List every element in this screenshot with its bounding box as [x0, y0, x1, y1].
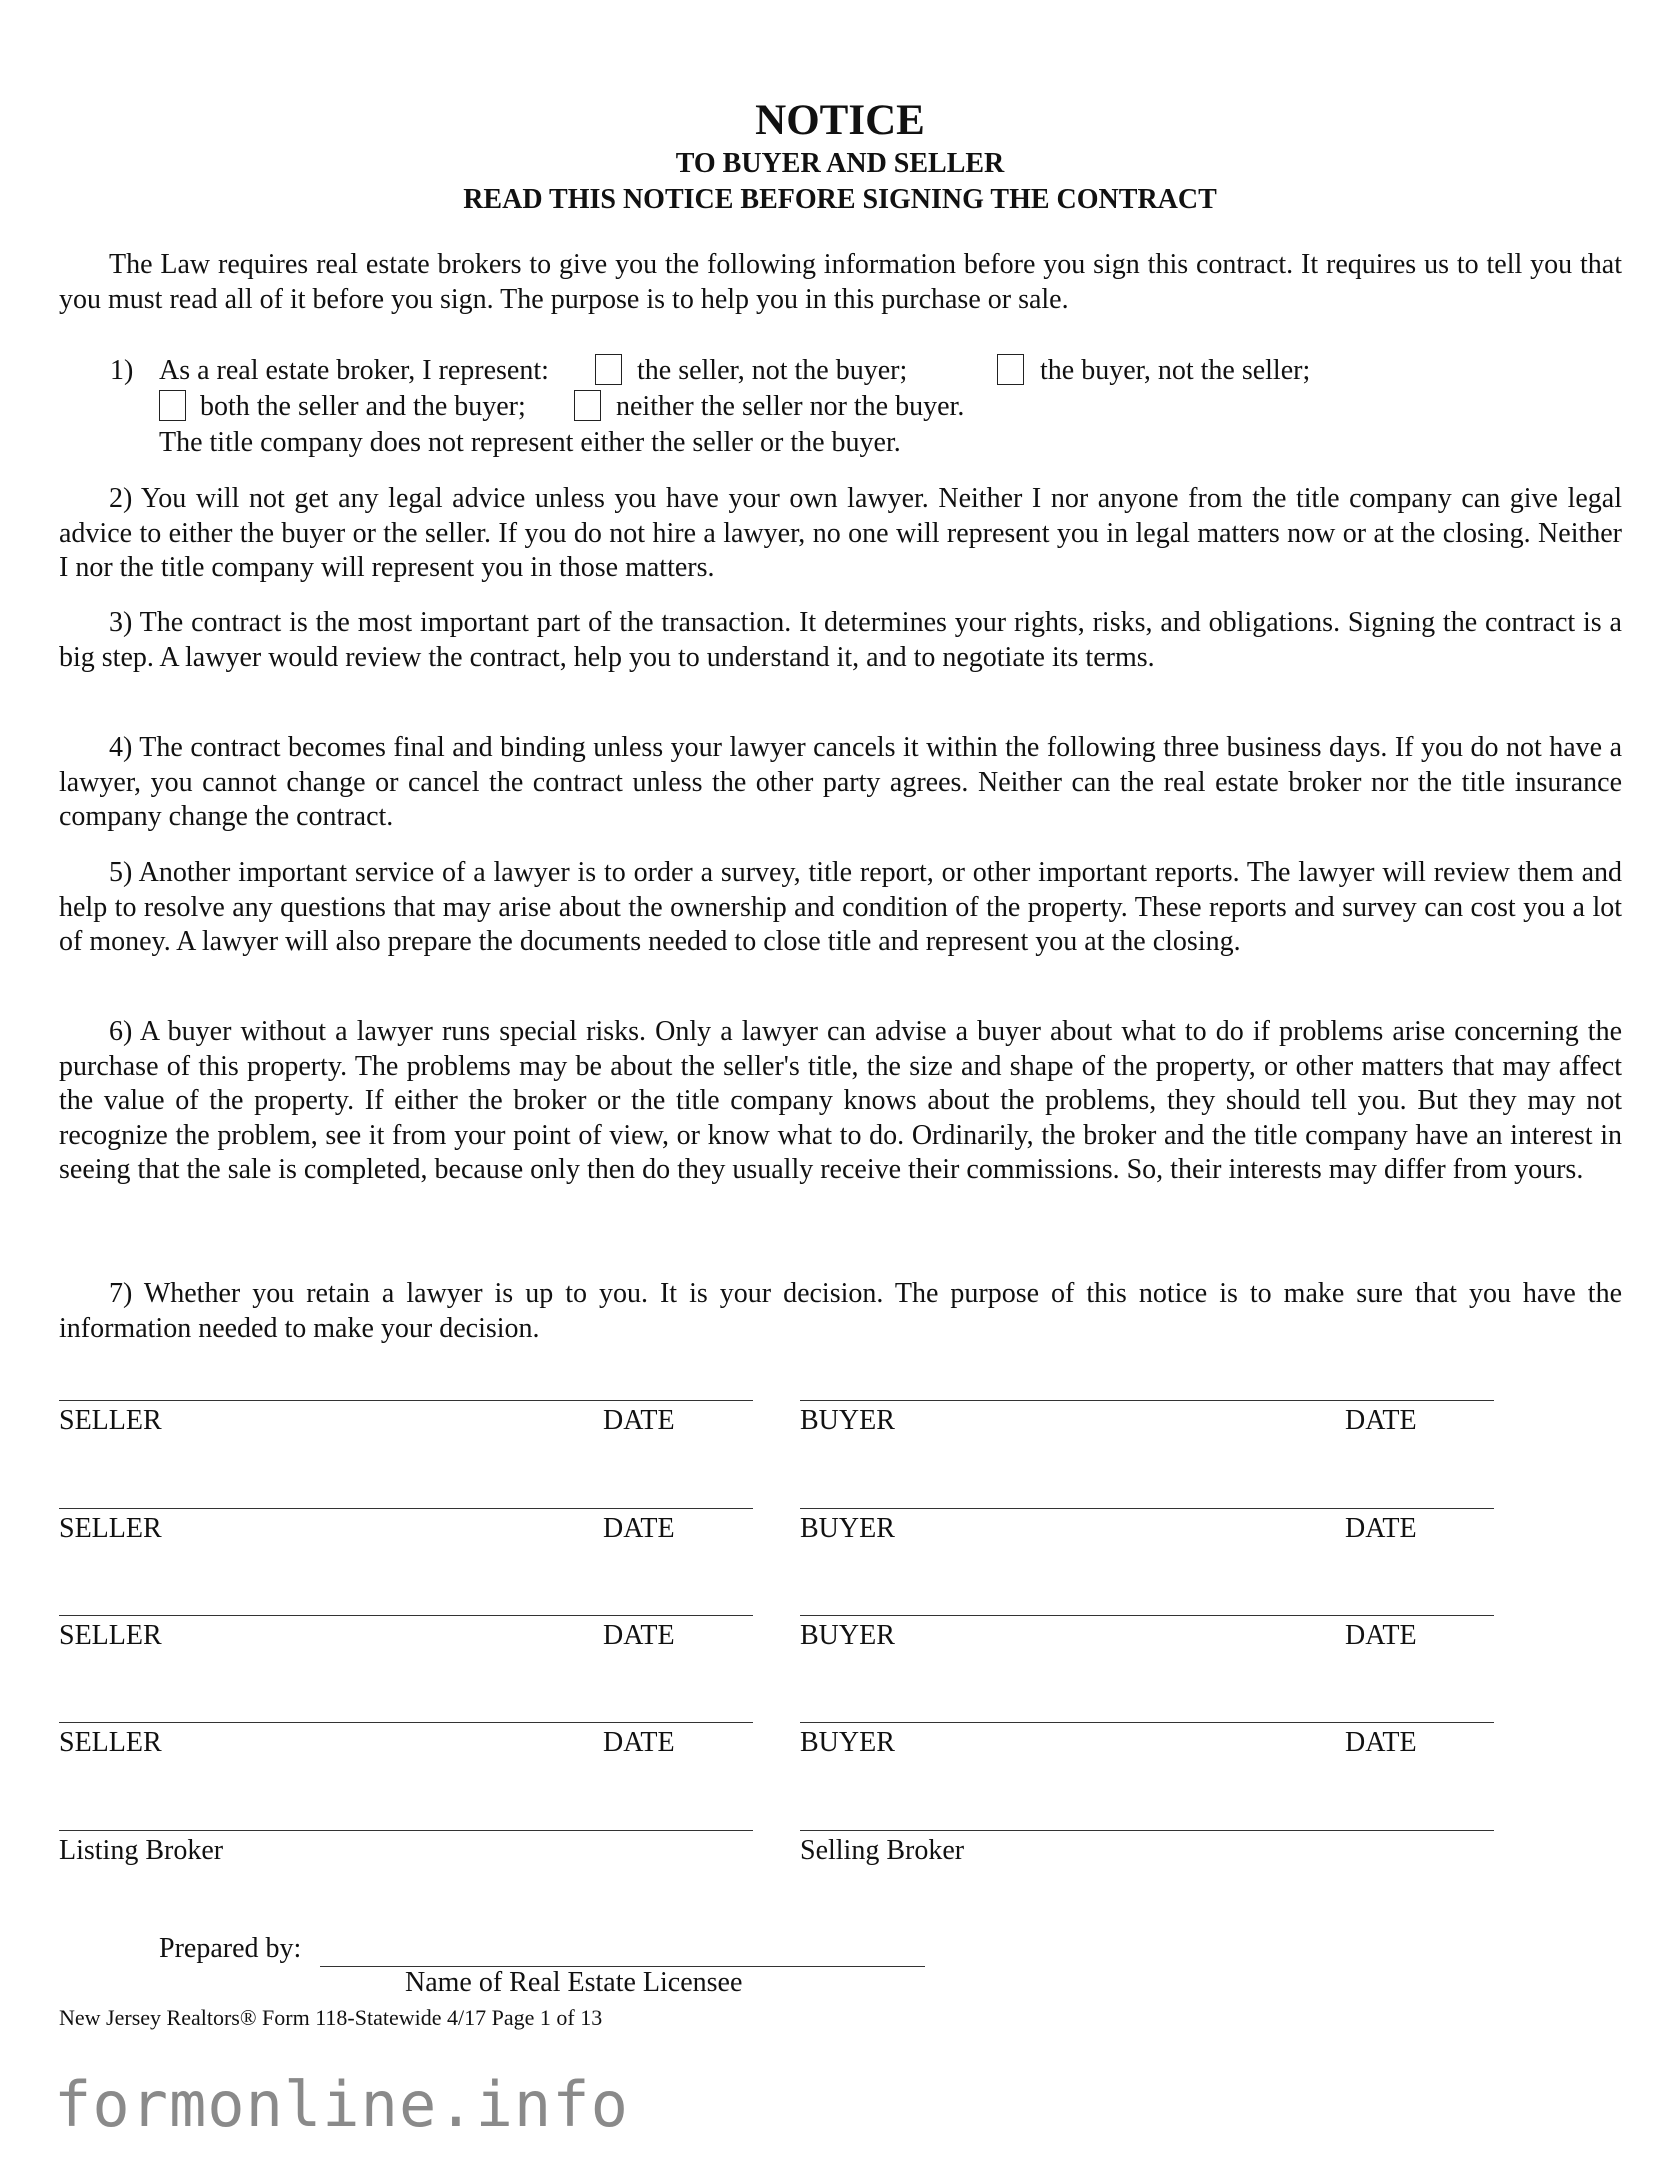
paragraph-6: 6) A buyer without a lawyer runs special risks. Only a lawyer can advise a buyer about what to do if problems arise concerning the purchase of this property. The problems may be about the seller's title, the size and shape of the property, or other matters that may affect the value of the property. If either the broker or the title company knows about the problems, they should tell you. But they may not recognize the problem, see it from your point of view, or know what to do. Ordinarily, the broker and the title company have an interest in seeing that the sale is completed, because only then do they usually receive their commissions. So, their interests may differ from yours. [59, 1016, 1622, 1185]
checkbox-neither-seller-buyer[interactable] [574, 390, 601, 421]
buyer-label: BUYER [800, 1405, 895, 1436]
seller-label: SELLER [59, 1405, 162, 1436]
seller-label: SELLER [59, 1513, 162, 1544]
paragraph-4: 4) The contract becomes final and binding unless your lawyer cancels it within the following three business days. If you do not have a lawyer, you cannot change or cancel the contract unless the other party agrees. Neither can the real estate broker nor the title insurance company change the contract. [59, 732, 1622, 832]
seller-date-label: DATE [603, 1405, 675, 1436]
page-subtitle: TO BUYER AND SELLER [675, 148, 1005, 179]
paragraph-7: 7) Whether you retain a lawyer is up to you. It is your decision. The purpose of this notice is to make sure that you have the information needed to make your decision. [59, 1278, 1622, 1344]
buyer-date-label: DATE [1345, 1620, 1417, 1651]
listing-broker-label: Listing Broker [59, 1835, 224, 1866]
item1-number: 1) [110, 355, 134, 386]
paragraph-2: 2) You will not get any legal advice unless you have your own lawyer. Neither I nor anyone from the title company can give legal advice to either the buyer or the seller. If you do not hire a lawyer, no one will represent you in legal matters now or at the closing. Neither I nor the title company will represent you in those matters. [59, 483, 1622, 583]
buyer-signature-line[interactable] [800, 1615, 1494, 1616]
option-neither-seller-buyer: neither the seller nor the buyer. [616, 391, 965, 422]
buyer-date-label: DATE [1345, 1727, 1417, 1758]
buyer-label: BUYER [800, 1513, 895, 1544]
buyer-label: BUYER [800, 1727, 895, 1758]
option-buyer-not-seller: the buyer, not the seller; [1040, 355, 1311, 386]
paragraph-5: 5) Another important service of a lawyer is to order a survey, title report, or other important reports. The lawyer will review them and help to resolve any questions that may arise about the ownership and condition of the property. These reports and survey can cost you a lot of money. A lawyer will also prepare the documents needed to close title and represent you at the closing. [59, 857, 1622, 957]
seller-signature-line[interactable] [59, 1400, 753, 1401]
paragraph-3: 3) The contract is the most important part of the transaction. It determines your rights, risks, and obligations. Signing the contract is a big step. A lawyer would review the contract, help you to understand it, and to negotiate its terms. [59, 607, 1622, 673]
buyer-signature-line[interactable] [800, 1400, 1494, 1401]
seller-label: SELLER [59, 1620, 162, 1651]
watermark: formonline.info [54, 2068, 629, 2141]
buyer-signature-line[interactable] [800, 1722, 1494, 1723]
seller-date-label: DATE [603, 1513, 675, 1544]
page-subtitle-warning: READ THIS NOTICE BEFORE SIGNING THE CONTRACT [463, 184, 1217, 215]
selling-broker-line[interactable] [800, 1830, 1494, 1831]
option-seller-not-buyer: the seller, not the buyer; [637, 355, 908, 386]
title-company-note: The title company does not represent either the seller or the buyer. [159, 427, 901, 458]
intro-paragraph: The Law requires real estate brokers to give you the following information before you sign this contract. It requires us to tell you that you must read all of it before you sign. The purpose is to help you in this purchase or sale. [59, 249, 1622, 315]
buyer-date-label: DATE [1345, 1513, 1417, 1544]
form-footer: New Jersey Realtors® Form 118-Statewide 4/17 Page 1 of 13 [59, 2005, 603, 2030]
buyer-date-label: DATE [1345, 1405, 1417, 1436]
seller-label: SELLER [59, 1727, 162, 1758]
seller-date-label: DATE [603, 1727, 675, 1758]
seller-signature-line[interactable] [59, 1615, 753, 1616]
seller-signature-line[interactable] [59, 1722, 753, 1723]
prepared-by-caption: Name of Real Estate Licensee [405, 1967, 743, 1998]
page-title: NOTICE [755, 97, 925, 144]
prepared-by-label: Prepared by: [159, 1933, 302, 1964]
seller-signature-line[interactable] [59, 1508, 753, 1509]
checkbox-both-seller-buyer[interactable] [159, 390, 186, 421]
checkbox-seller-not-buyer[interactable] [595, 354, 622, 385]
checkbox-buyer-not-seller[interactable] [997, 354, 1024, 385]
option-both-seller-buyer: both the seller and the buyer; [200, 391, 526, 422]
listing-broker-line[interactable] [59, 1830, 753, 1831]
selling-broker-label: Selling Broker [800, 1835, 965, 1866]
seller-date-label: DATE [603, 1620, 675, 1651]
item1-lead: As a real estate broker, I represent: [159, 355, 549, 386]
buyer-label: BUYER [800, 1620, 895, 1651]
buyer-signature-line[interactable] [800, 1508, 1494, 1509]
